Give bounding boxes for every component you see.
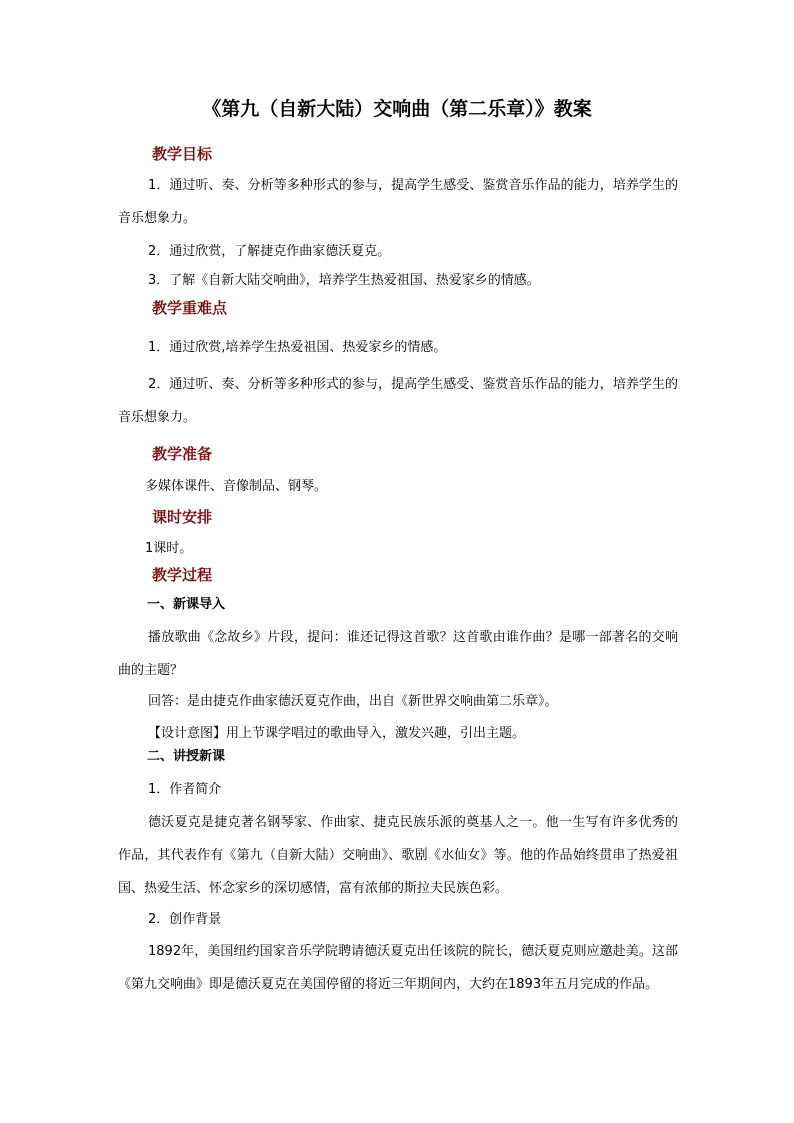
page-title: 《第九（自新大陆）交响曲（第二乐章）》教案 xyxy=(202,98,592,120)
preparation-text: 多媒体课件、音像制品、钢琴。 xyxy=(145,479,328,494)
author-intro-paragraph: 德沃夏克是捷克著名钢琴家、作曲家、捷克民族乐派的奠基人之一。他一生写有许多优秀的作品，其代表作有《第九（自新大陆）交响曲》、歌剧《水仙女》等。他的作品始终贯串了热爱祖国、热爱生活、怀念家乡的深切感情，富有浓郁的斯拉夫民族色彩。 xyxy=(118,815,678,896)
intro-paragraph-answer: 回答：是由捷克作曲家德沃夏克作曲，出自《新世界交响曲第二乐章》。 xyxy=(148,694,558,709)
item-label-author-intro: 1．作者简介 xyxy=(148,782,222,797)
key-point-item-1: 1．通过欣赏,培养学生热爱祖国、热爱家乡的情感。 xyxy=(148,340,447,355)
section-heading-key-points: 教学重难点 xyxy=(152,299,228,317)
section-heading-process: 教学过程 xyxy=(152,566,213,584)
section-heading-objectives: 教学目标 xyxy=(152,145,213,163)
objective-item-1: 1．通过听、奏、分析等多种形式的参与，提高学生感受、鉴赏音乐作品的能力，培养学生的音乐想象力。 xyxy=(118,178,678,226)
subheading-teach-new-lesson: 二、讲授新课 xyxy=(147,749,226,764)
objective-item-2: 2．通过欣赏，了解捷克作曲家德沃夏克。 xyxy=(148,244,391,259)
intro-paragraph-question: 播放歌曲《念故乡》片段，提问：谁还记得这首歌？这首歌由谁作曲？是哪一部著名的交响曲的主题？ xyxy=(118,630,678,678)
section-heading-schedule: 课时安排 xyxy=(152,508,213,526)
creation-background-paragraph: 1892年，美国纽约国家音乐学院聘请德沃夏克出任该院的院长，德沃夏克则应邀赴美。这部《第九交响曲》即是德沃夏克在美国停留的将近三年期间内，大约在1893年五月完成的作品。 xyxy=(118,944,678,992)
objective-item-3: 3．了解《自新大陆交响曲》，培养学生热爱祖国、热爱家乡的情感。 xyxy=(148,273,540,288)
key-point-item-2: 2．通过听、奏、分析等多种形式的参与，提高学生感受、鉴赏音乐作品的能力，培养学生的音乐想象力。 xyxy=(118,377,678,425)
schedule-text: 1课时。 xyxy=(145,541,193,556)
item-label-creation-background: 2．创作背景 xyxy=(148,912,222,927)
section-heading-preparation: 教学准备 xyxy=(152,445,213,463)
subheading-new-lesson-intro: 一、新课导入 xyxy=(147,597,226,612)
intro-paragraph-design-intent: 【设计意图】用上节课学唱过的歌曲导入，激发兴趣，引出主题。 xyxy=(148,726,526,741)
